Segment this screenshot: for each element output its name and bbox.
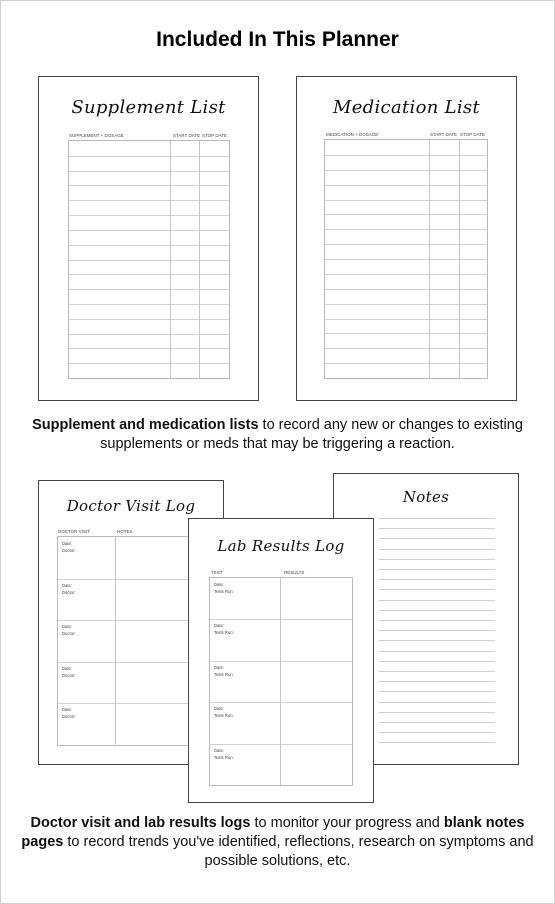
entry-label: Date:: [214, 582, 225, 587]
entry-label: Date:: [62, 624, 73, 630]
notes-rule-line: [379, 538, 495, 539]
entry-label: Date:: [62, 665, 73, 671]
supplement-list-title: Supplement List: [71, 97, 226, 118]
notes-rule-line: [379, 569, 495, 570]
grid-line: [58, 620, 206, 621]
page-heading: Included In This Planner: [156, 28, 399, 51]
medication-table-grid: [324, 139, 488, 379]
doctor-col-notes: NOTES: [117, 529, 133, 534]
grid-line: [325, 170, 487, 171]
caption-logs-text-1: to monitor your progress and: [250, 815, 444, 831]
entry-label: Date:: [214, 664, 225, 670]
doctor-visit-log-title: Doctor Visit Log: [66, 497, 196, 515]
notes-rule-line: [379, 702, 495, 703]
notes-rule-line: [379, 549, 495, 550]
grid-line: [69, 230, 229, 231]
notes-rule-line: [379, 671, 495, 672]
entry-label: Date:: [214, 623, 225, 629]
entry-label: Doctor:: [62, 672, 76, 678]
entry-label: Doctor:: [62, 714, 76, 720]
lab-col-test: TEST: [211, 570, 223, 575]
caption-logs-bold-2: blank notes pages: [21, 815, 525, 850]
notes-rule-line: [379, 610, 495, 611]
caption-logs: [20, 814, 535, 871]
entry-label: Doctor:: [62, 548, 76, 553]
lab-results-log-page: [188, 518, 374, 803]
grid-line: [69, 348, 229, 349]
grid-line: [325, 200, 487, 201]
medication-col-start: START DATE: [430, 132, 458, 137]
doctor-visit-grid: [57, 536, 207, 746]
grid-line: [69, 334, 229, 335]
notes-rule-line: [379, 732, 495, 733]
medication-list-page: [296, 76, 517, 401]
notes-rule-line: [379, 559, 495, 560]
grid-line: [69, 304, 229, 305]
supplement-col-name: SUPPLEMENT + DOSAGE: [69, 133, 124, 138]
notes-rule-line: [379, 589, 495, 590]
grid-line: [69, 215, 229, 216]
grid-line: [210, 661, 352, 662]
supplement-col-stop: STOP DATE: [202, 133, 228, 138]
caption-logs-bold-1: Doctor visit and lab results logs: [30, 815, 251, 831]
entry-label: Tests Run:: [214, 754, 234, 760]
grid-line: [325, 155, 487, 156]
entry-label: Doctor:: [62, 631, 76, 637]
supplement-list-page: [38, 76, 259, 401]
notes-rule-line: [379, 579, 495, 580]
grid-line: [325, 274, 487, 275]
medication-col-name: MEDICATION + DOSAGE: [326, 132, 379, 137]
grid-line: [58, 703, 206, 704]
entry-label: Date:: [62, 707, 73, 713]
grid-line: [69, 171, 229, 172]
notes-rule-line: [379, 742, 495, 743]
lab-results-grid: [209, 577, 353, 786]
lab-col-results: RESULTS: [284, 570, 305, 575]
grid-line: [210, 619, 352, 620]
grid-line: [69, 200, 229, 201]
notes-rule-line: [379, 712, 495, 713]
notes-rule-line: [379, 722, 495, 723]
notes-rule-line: [379, 600, 495, 601]
grid-line: [69, 185, 229, 186]
notes-rule-line: [379, 630, 495, 631]
supplement-table-grid: [68, 140, 230, 379]
grid-column-line: [170, 141, 171, 378]
grid-line: [69, 289, 229, 290]
grid-line: [325, 304, 487, 305]
entry-label: Doctor:: [62, 589, 76, 595]
entry-label: Date:: [214, 747, 225, 753]
grid-line: [58, 662, 206, 663]
grid-line: [325, 214, 487, 215]
notes-rule-line: [379, 661, 495, 662]
entry-label: Tests Run:: [214, 671, 234, 677]
doctor-col-visit: DOCTOR VISIT: [58, 529, 90, 534]
caption-lists-text: to record any new or changes to existing supplements or meds that may be triggering a reaction.: [100, 417, 523, 452]
notes-rule-line: [379, 651, 495, 652]
grid-line: [69, 363, 229, 364]
grid-line: [325, 244, 487, 245]
entry-label: Date:: [214, 706, 225, 712]
caption-lists: [20, 416, 535, 454]
grid-line: [58, 579, 206, 580]
entry-label: Tests Run:: [214, 589, 234, 594]
grid-line: [210, 744, 352, 745]
caption-logs-text-2: to record trends you've identified, reflections, research on symptoms and possible solutions, etc.: [63, 834, 534, 869]
grid-line: [325, 363, 487, 364]
notes-rule-line: [379, 691, 495, 692]
entry-label: Tests Run:: [214, 630, 234, 636]
grid-line: [325, 289, 487, 290]
grid-line: [69, 274, 229, 275]
grid-line: [325, 319, 487, 320]
notes-rule-line: [379, 620, 495, 621]
notes-rule-line: [379, 640, 495, 641]
lab-results-log-title: Lab Results Log: [217, 537, 345, 555]
grid-column-line: [199, 141, 200, 378]
notes-title: Notes: [402, 488, 450, 506]
entry-label: Tests Run:: [214, 713, 234, 719]
medication-list-title: Medication List: [333, 97, 480, 118]
grid-line: [325, 229, 487, 230]
grid-line: [69, 245, 229, 246]
notes-rule-line: [379, 518, 495, 519]
grid-column-line: [429, 140, 430, 378]
grid-line: [325, 348, 487, 349]
grid-column-line: [280, 578, 281, 785]
grid-line: [210, 702, 352, 703]
grid-line: [69, 156, 229, 157]
grid-line: [325, 333, 487, 334]
entry-label: Date:: [62, 541, 73, 546]
supplement-col-start: START DATE: [173, 133, 201, 138]
medication-col-stop: STOP DATE: [460, 132, 486, 137]
grid-line: [325, 259, 487, 260]
grid-column-line: [459, 140, 460, 378]
caption-lists-bold: Supplement and medication lists: [32, 417, 259, 433]
grid-column-line: [115, 537, 116, 745]
notes-rule-line: [379, 528, 495, 529]
grid-line: [325, 185, 487, 186]
notes-rule-line: [379, 681, 495, 682]
grid-line: [69, 319, 229, 320]
entry-label: Date:: [62, 582, 73, 588]
grid-line: [69, 260, 229, 261]
